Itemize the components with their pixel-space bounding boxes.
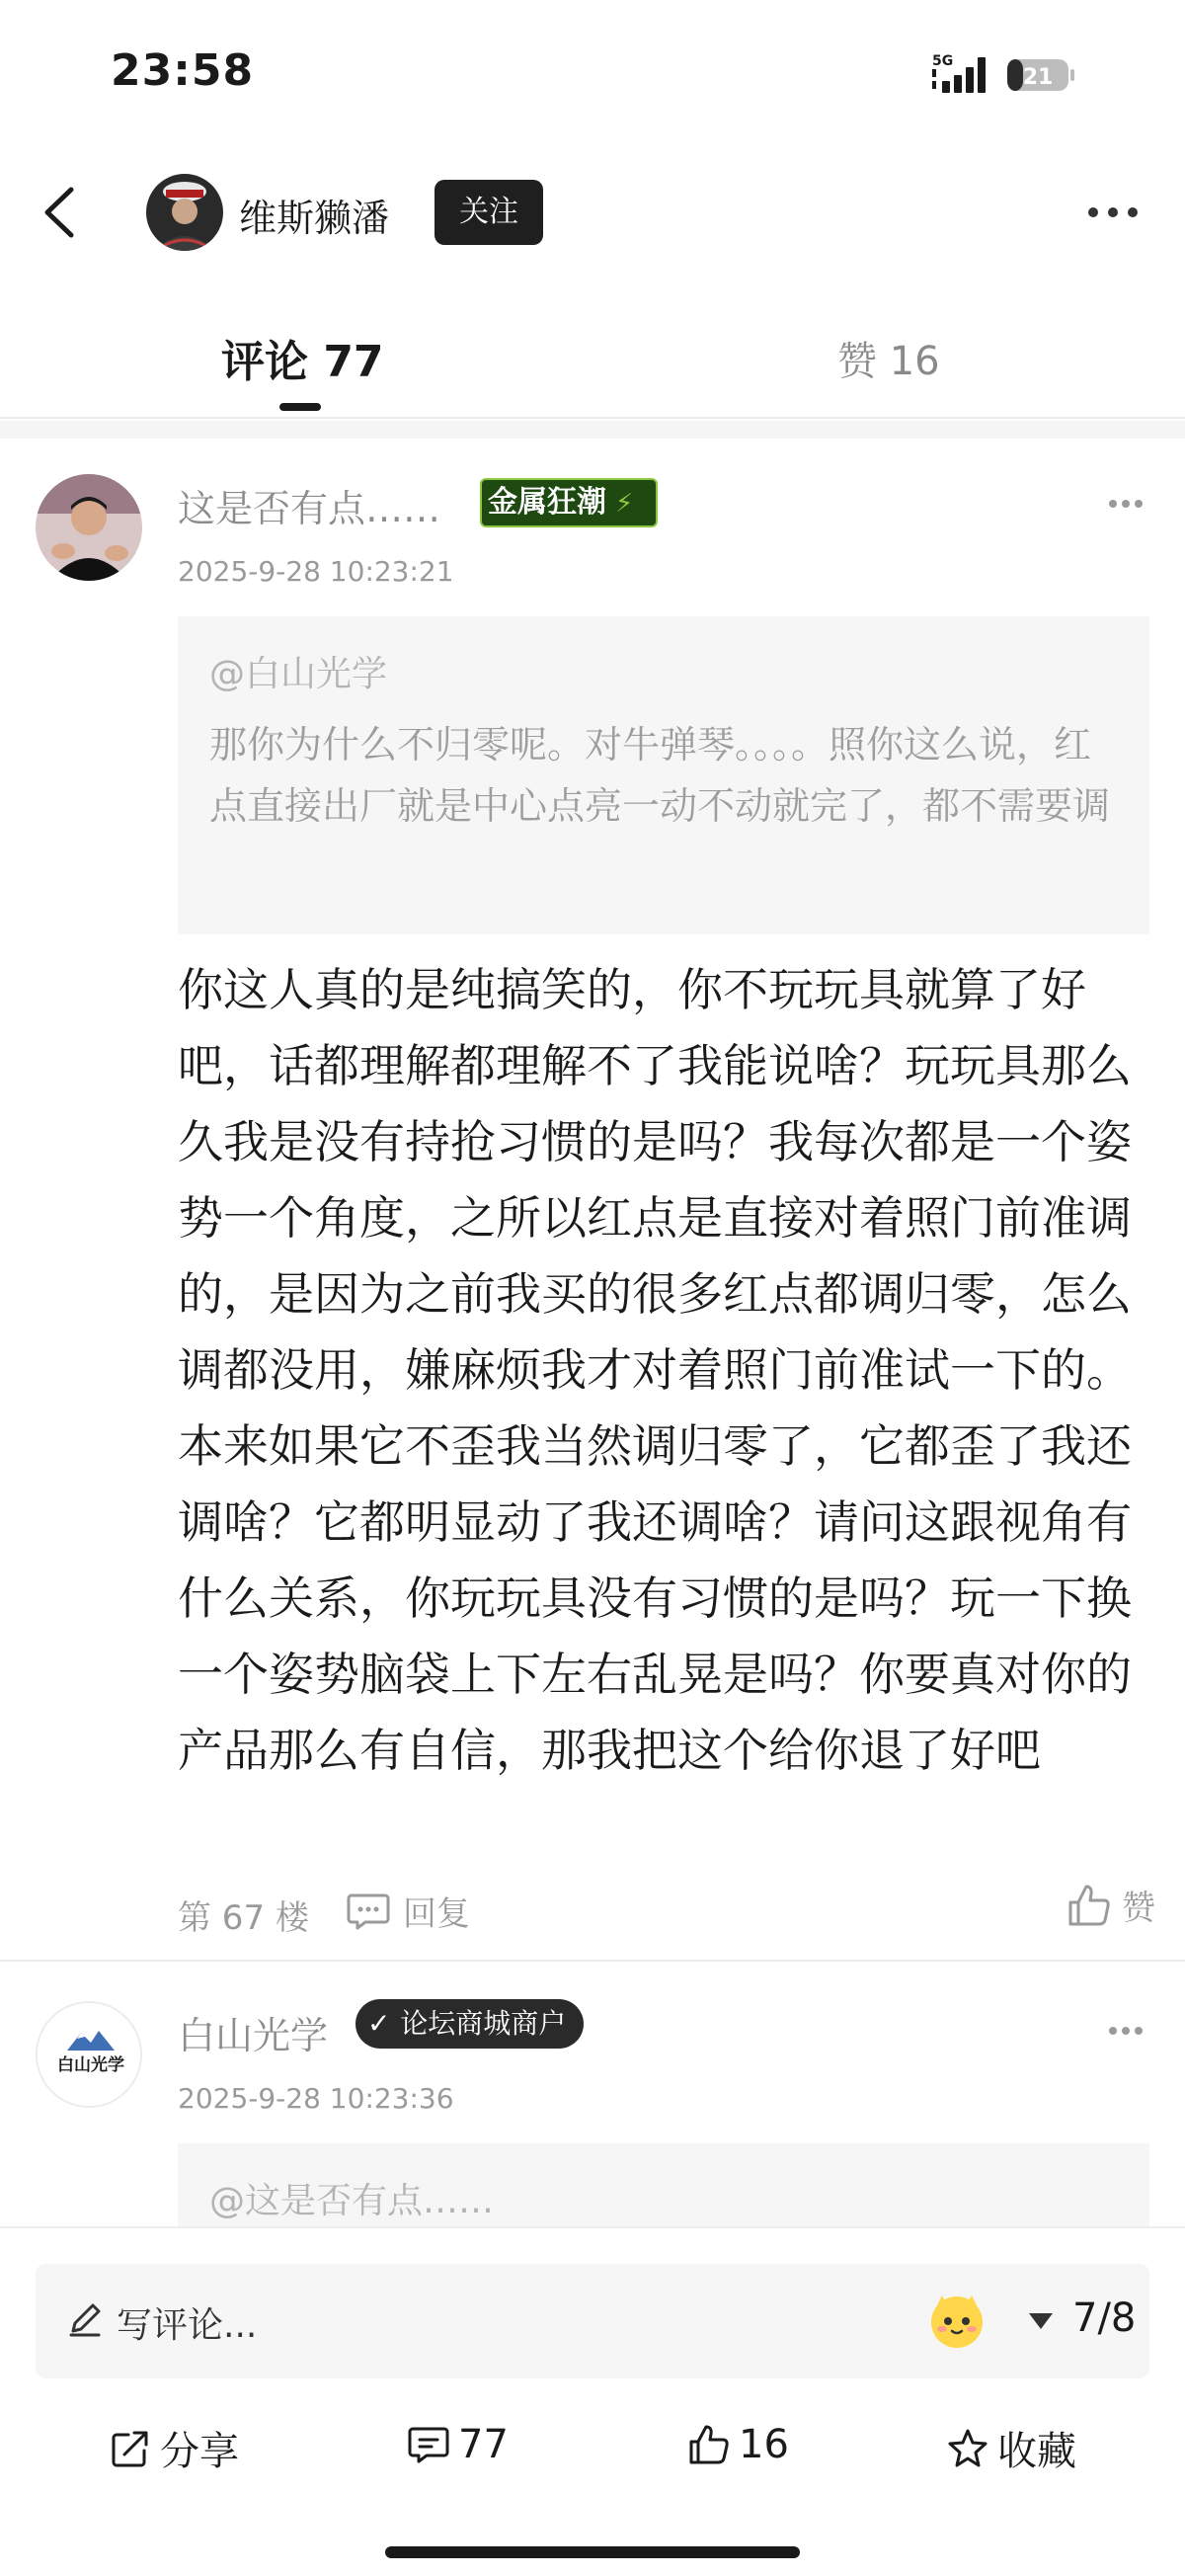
verified-icon: ✓ bbox=[367, 2007, 401, 2040]
author-avatar[interactable] bbox=[146, 174, 223, 251]
quoted-comment[interactable] bbox=[178, 2143, 1149, 2232]
comment-placeholder: 写评论... bbox=[117, 2305, 258, 2346]
share-icon bbox=[109, 2427, 152, 2470]
like-label: 赞 bbox=[1122, 1889, 1155, 1928]
favorite-button[interactable] bbox=[946, 2420, 1076, 2499]
share-button[interactable] bbox=[109, 2420, 239, 2499]
comment-input[interactable] bbox=[36, 2264, 1149, 2378]
triangle-down-icon[interactable] bbox=[1027, 2311, 1055, 2331]
signal-icon bbox=[930, 51, 993, 95]
merchant-badge bbox=[356, 1999, 584, 2049]
like-count: 16 bbox=[739, 2422, 789, 2467]
tab-comments[interactable]: 评论 77 bbox=[221, 337, 384, 387]
avatar-logo-text: 白山光学 bbox=[57, 2055, 124, 2075]
commenter-name[interactable]: 这是否有点…… bbox=[178, 487, 441, 530]
divider bbox=[0, 421, 1185, 439]
thumbs-up-icon bbox=[687, 2423, 731, 2466]
comment-like-button[interactable] bbox=[1066, 1881, 1155, 1929]
battery-icon bbox=[1005, 55, 1076, 95]
share-label: 分享 bbox=[160, 2429, 239, 2474]
comment-count: 77 bbox=[458, 2422, 509, 2467]
comment-item bbox=[0, 439, 1185, 1962]
tab-bar bbox=[0, 296, 1185, 419]
author-name[interactable]: 维斯獭潘 bbox=[239, 197, 390, 240]
lightning-icon: ⚡ bbox=[606, 489, 634, 519]
home-indicator[interactable] bbox=[385, 2546, 800, 2558]
quoted-user: @这是否有点…… bbox=[209, 2181, 495, 2221]
more-options-icon[interactable] bbox=[1086, 203, 1140, 221]
favorite-label: 收藏 bbox=[997, 2429, 1076, 2474]
status-time: 23:58 bbox=[111, 45, 255, 96]
network-type: 5G bbox=[932, 53, 954, 69]
badge-label: 论坛商城商户 bbox=[400, 2007, 567, 2040]
comment-timestamp: 2025-9-28 10:23:36 bbox=[178, 2082, 454, 2115]
active-tab-indicator bbox=[279, 403, 321, 411]
floor-number: 第 67 楼 bbox=[178, 1898, 309, 1938]
comment-item bbox=[0, 1966, 1185, 2232]
avatar-image bbox=[36, 474, 142, 581]
follow-button[interactable]: 关注 bbox=[434, 180, 543, 245]
quoted-text: 那你为什么不归零呢。对牛弹琴。。。。照你这么说，红点直接出厂就是中心点亮一动不动就完了，都不需要调 bbox=[209, 723, 1111, 828]
avatar-image bbox=[146, 174, 223, 251]
badge-label: 金属狂潮 bbox=[488, 485, 606, 520]
reply-button[interactable] bbox=[346, 1887, 470, 1935]
emoji-icon[interactable] bbox=[926, 2290, 988, 2351]
comment-more-icon[interactable] bbox=[1108, 498, 1144, 510]
commenter-avatar[interactable] bbox=[36, 474, 142, 581]
reply-label: 回复 bbox=[403, 1894, 470, 1934]
reply-icon bbox=[346, 1892, 391, 1931]
pencil-icon bbox=[65, 2299, 105, 2339]
tab-likes[interactable]: 赞 16 bbox=[837, 339, 940, 384]
user-badge bbox=[480, 478, 658, 527]
back-arrow-icon[interactable] bbox=[30, 180, 89, 245]
bottom-bar bbox=[0, 2226, 1185, 2576]
commenter-avatar[interactable] bbox=[36, 2001, 142, 2108]
quoted-user: @白山光学 bbox=[209, 654, 388, 694]
comment-footer bbox=[178, 1881, 1155, 1940]
page-indicator[interactable]: 7/8 bbox=[1072, 2295, 1137, 2341]
commenter-name[interactable]: 白山光学 bbox=[178, 2014, 329, 2057]
comment-timestamp: 2025-9-28 10:23:21 bbox=[178, 555, 454, 588]
comment-icon bbox=[407, 2423, 450, 2466]
status-bar bbox=[0, 0, 1185, 148]
comments-button[interactable] bbox=[407, 2420, 509, 2499]
battery-level: 21 bbox=[1022, 65, 1054, 90]
avatar-image bbox=[38, 2003, 142, 2108]
comment-more-icon[interactable] bbox=[1108, 2025, 1144, 2037]
quoted-comment[interactable] bbox=[178, 616, 1149, 934]
like-button[interactable] bbox=[687, 2420, 789, 2499]
comment-text: 你这人真的是纯搞笑的，你不玩玩具就算了好吧，话都理解都理解不了我能说啥？玩玩具那么久我是没有持抢习惯的是吗？我每次都是一个姿势一个角度，之所以红点是直接对着照门前准调的，是因为之前我买的很多红点都调归零，怎么调都没用，嫌麻烦我才对着照门前准试一下的。本来如果它不歪我当然调归零了，它都歪了我还调啥？它都明显动了我还调啥？请问这跟视角有什么关系，你玩玩具没有习惯的是吗？玩一下换一个姿势脑袋上下左右乱晃是吗？你要真对你的产品那么有自信，那我把这个给你退了好吧 bbox=[178, 963, 1132, 1777]
action-bar bbox=[0, 2420, 1185, 2499]
star-icon bbox=[946, 2427, 989, 2470]
thumbs-up-icon bbox=[1066, 1883, 1112, 1928]
post-header bbox=[0, 148, 1185, 277]
